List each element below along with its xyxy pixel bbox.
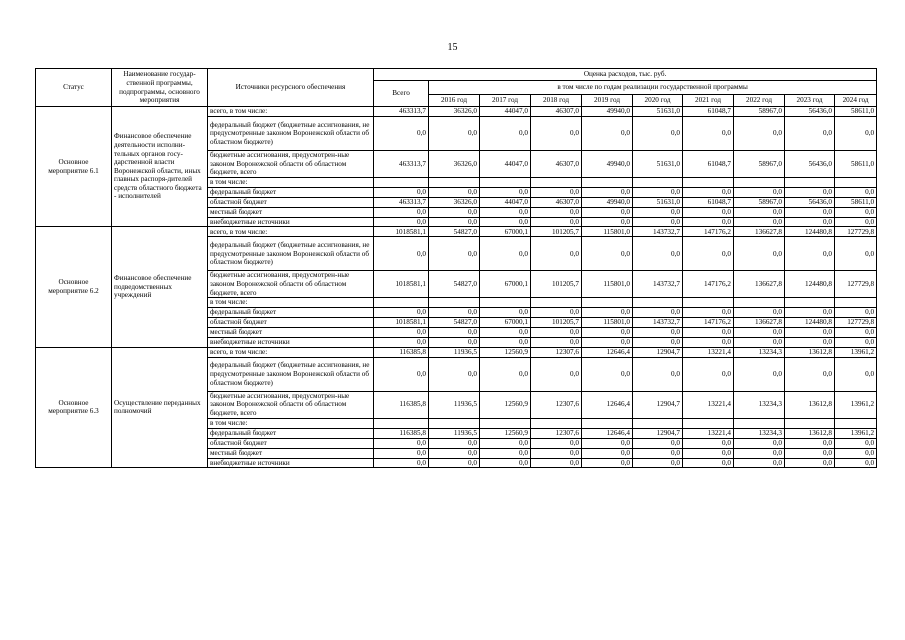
value-total: 116385,8 [374,428,429,438]
value-year: 115801,0 [582,271,633,298]
value-year: 58611,0 [835,151,877,178]
activity-status: Основное мероприятие 6.2 [36,227,112,347]
header-name: Наименование государ-ственной программы, подпрограммы, основного мероприятия [112,69,208,107]
value-year: 13221,4 [683,428,734,438]
table-row [36,107,877,117]
value-year: 0,0 [734,117,785,151]
value-total [374,177,429,187]
value-year: 12560,9 [480,428,531,438]
value-total: 0,0 [374,217,429,227]
value-year: 0,0 [683,207,734,217]
value-total: 0,0 [374,357,429,391]
header-by-years: в том числе по годам реализации государственной программы [429,81,877,95]
source-label: внебюджетные источники [208,338,374,348]
value-year: 56436,0 [785,107,835,117]
value-year [683,177,734,187]
value-year: 12646,4 [582,428,633,438]
source-label: местный бюджет [208,207,374,217]
value-year: 12560,9 [480,391,531,418]
source-label: областной бюджет [208,197,374,207]
value-total: 0,0 [374,237,429,271]
value-year: 0,0 [633,237,683,271]
value-year: 0,0 [531,438,582,448]
value-year: 0,0 [835,217,877,227]
header-year: 2022 год [734,95,785,107]
value-year: 0,0 [429,328,480,338]
value-year: 0,0 [835,187,877,197]
value-year: 0,0 [480,207,531,217]
value-year [531,298,582,308]
value-year: 44047,0 [480,151,531,178]
value-year: 0,0 [633,357,683,391]
value-year: 0,0 [531,237,582,271]
header-year: 2017 год [480,95,531,107]
value-year: 127729,8 [835,227,877,237]
value-year: 12560,9 [480,347,531,357]
value-year: 0,0 [785,458,835,468]
value-year: 11936,5 [429,428,480,438]
value-year: 36326,0 [429,197,480,207]
table-row [36,347,877,357]
value-year: 12904,7 [633,428,683,438]
value-year [480,418,531,428]
value-year: 13234,3 [734,347,785,357]
value-year: 0,0 [734,207,785,217]
value-year: 115801,0 [582,318,633,328]
value-year: 0,0 [480,338,531,348]
value-year: 0,0 [785,308,835,318]
value-year: 11936,5 [429,391,480,418]
value-year: 13234,3 [734,428,785,438]
value-year [633,418,683,428]
value-year: 0,0 [734,357,785,391]
value-year: 0,0 [633,117,683,151]
value-year: 0,0 [633,438,683,448]
value-year: 0,0 [683,187,734,197]
value-year: 0,0 [835,328,877,338]
value-year: 0,0 [785,217,835,227]
header-estimate: Оценка расходов, тыс. руб. [374,69,877,81]
value-year: 12307,6 [531,391,582,418]
value-year: 0,0 [531,458,582,468]
value-year: 101205,7 [531,318,582,328]
source-label: внебюджетные источники [208,458,374,468]
value-year: 0,0 [480,357,531,391]
header-year: 2016 год [429,95,480,107]
value-year: 0,0 [734,438,785,448]
value-year: 51631,0 [633,197,683,207]
value-year [683,298,734,308]
activity-status: Основное мероприятие 6.3 [36,347,112,467]
value-year: 56436,0 [785,151,835,178]
header-year: 2018 год [531,95,582,107]
value-year: 0,0 [785,438,835,448]
value-year: 0,0 [582,187,633,197]
value-year: 0,0 [734,237,785,271]
value-year: 0,0 [429,338,480,348]
value-year: 0,0 [734,328,785,338]
source-label: всего, в том числе: [208,107,374,117]
value-year: 0,0 [835,338,877,348]
value-year: 0,0 [480,328,531,338]
value-total: 1018581,1 [374,271,429,298]
value-total [374,418,429,428]
value-year: 54827,0 [429,271,480,298]
value-year: 0,0 [785,237,835,271]
value-year: 0,0 [429,357,480,391]
source-label: федеральный бюджет (бюджетные ассигнования, не предусмотренные законом Воронежской области об областном бюджете) [208,357,374,391]
source-label: федеральный бюджет (бюджетные ассигнования, не предусмотренные законом Воронежской области об областном бюджете) [208,117,374,151]
activity-name: Финансовое обеспечение подведомственных учреждений [112,227,208,347]
value-year: 46307,0 [531,197,582,207]
value-year: 61048,7 [683,151,734,178]
value-year: 0,0 [429,448,480,458]
source-label: всего, в том числе: [208,347,374,357]
value-total: 0,0 [374,438,429,448]
value-year: 0,0 [582,438,633,448]
value-year: 51631,0 [633,107,683,117]
value-year: 0,0 [582,357,633,391]
value-year: 143732,7 [633,227,683,237]
value-year: 0,0 [785,338,835,348]
value-year: 0,0 [582,458,633,468]
source-label: местный бюджет [208,448,374,458]
value-year: 11936,5 [429,347,480,357]
value-year: 0,0 [480,458,531,468]
value-year: 0,0 [785,328,835,338]
value-year: 115801,0 [582,227,633,237]
value-year: 0,0 [734,187,785,197]
value-year [835,177,877,187]
value-total: 116385,8 [374,391,429,418]
table-row [36,227,877,237]
source-label: бюджетные ассигнования, предусмотрен-ные законом Воронежской области об областном бюджете, всего [208,391,374,418]
value-year [785,177,835,187]
value-year: 0,0 [633,217,683,227]
header-total: Всего [374,81,429,107]
value-year: 136627,8 [734,271,785,298]
value-year: 13961,2 [835,391,877,418]
source-label: федеральный бюджет [208,428,374,438]
source-label: в том числе: [208,418,374,428]
value-year: 61048,7 [683,197,734,207]
value-total: 116385,8 [374,347,429,357]
value-year: 147176,2 [683,271,734,298]
value-year: 0,0 [480,187,531,197]
value-year [429,298,480,308]
value-year: 0,0 [835,458,877,468]
source-label: бюджетные ассигнования, предусмотрен-ные законом Воронежской области об областном бюджете, всего [208,151,374,178]
value-year: 0,0 [480,438,531,448]
value-year [734,418,785,428]
value-year: 12307,6 [531,347,582,357]
value-year: 0,0 [531,207,582,217]
value-year: 0,0 [582,328,633,338]
value-total [374,298,429,308]
value-year: 0,0 [633,458,683,468]
value-year: 12307,6 [531,428,582,438]
value-year [835,418,877,428]
value-year: 0,0 [531,448,582,458]
value-year [429,177,480,187]
value-year: 147176,2 [683,318,734,328]
header-sources: Источники ресурсного обеспечения [208,69,374,107]
value-total: 463313,7 [374,151,429,178]
value-total: 0,0 [374,448,429,458]
value-year: 136627,8 [734,318,785,328]
value-year: 12646,4 [582,347,633,357]
value-year: 0,0 [835,237,877,271]
value-year: 0,0 [683,458,734,468]
value-year: 0,0 [531,357,582,391]
value-year: 0,0 [633,328,683,338]
value-total: 463313,7 [374,107,429,117]
value-year [734,177,785,187]
source-label: внебюджетные источники [208,217,374,227]
source-label: бюджетные ассигнования, предусмотрен-ные законом Воронежской области об областном бюджете, всего [208,271,374,298]
value-year: 124480,8 [785,227,835,237]
header-year: 2023 год [785,95,835,107]
value-year: 0,0 [734,308,785,318]
value-year: 58611,0 [835,107,877,117]
value-year: 0,0 [734,338,785,348]
value-year: 0,0 [785,357,835,391]
value-year: 13961,2 [835,428,877,438]
value-year: 101205,7 [531,227,582,237]
value-year: 0,0 [683,217,734,227]
value-year: 54827,0 [429,227,480,237]
value-year [480,177,531,187]
value-total: 0,0 [374,187,429,197]
value-year: 0,0 [531,328,582,338]
value-year: 0,0 [582,217,633,227]
value-year: 58967,0 [734,107,785,117]
value-total: 0,0 [374,117,429,151]
value-total: 0,0 [374,338,429,348]
value-year: 0,0 [835,448,877,458]
value-year [582,177,633,187]
value-year: 0,0 [683,237,734,271]
source-label: всего, в том числе: [208,227,374,237]
value-year: 0,0 [683,117,734,151]
value-year: 0,0 [531,217,582,227]
value-total: 1018581,1 [374,318,429,328]
value-year: 0,0 [531,187,582,197]
value-year: 0,0 [429,217,480,227]
value-total: 0,0 [374,328,429,338]
value-year [683,418,734,428]
value-total: 0,0 [374,458,429,468]
value-year: 0,0 [835,357,877,391]
source-label: областной бюджет [208,438,374,448]
value-year: 67000,1 [480,227,531,237]
value-year: 13612,8 [785,428,835,438]
header-year: 2020 год [633,95,683,107]
value-total: 1018581,1 [374,227,429,237]
value-year [734,298,785,308]
value-year: 0,0 [582,117,633,151]
value-year: 13221,4 [683,391,734,418]
value-year: 61048,7 [683,107,734,117]
value-year: 67000,1 [480,318,531,328]
header-year: 2021 год [683,95,734,107]
value-year: 58967,0 [734,197,785,207]
value-year [429,418,480,428]
value-year: 54827,0 [429,318,480,328]
activity-name: Осуществление переданных полномочий [112,347,208,467]
value-year: 136627,8 [734,227,785,237]
value-year: 143732,7 [633,271,683,298]
value-year: 0,0 [683,357,734,391]
value-year: 36326,0 [429,107,480,117]
value-year: 0,0 [835,438,877,448]
value-year: 12904,7 [633,347,683,357]
value-year [633,298,683,308]
header-year: 2024 год [835,95,877,107]
value-year: 0,0 [429,438,480,448]
value-year: 0,0 [480,448,531,458]
value-year: 0,0 [835,117,877,151]
value-year: 49940,0 [582,107,633,117]
value-year: 0,0 [582,237,633,271]
value-year [531,177,582,187]
value-year: 13234,3 [734,391,785,418]
value-year: 0,0 [582,308,633,318]
value-year: 0,0 [582,338,633,348]
value-year: 13612,8 [785,391,835,418]
value-year: 13961,2 [835,347,877,357]
value-year: 0,0 [734,448,785,458]
value-year: 12646,4 [582,391,633,418]
source-label: федеральный бюджет [208,308,374,318]
value-year: 0,0 [683,448,734,458]
source-label: областной бюджет [208,318,374,328]
value-year: 0,0 [633,187,683,197]
value-year: 0,0 [683,328,734,338]
value-year: 46307,0 [531,107,582,117]
value-year: 0,0 [429,117,480,151]
value-year: 0,0 [785,207,835,217]
value-year: 0,0 [429,187,480,197]
value-year: 0,0 [480,117,531,151]
value-year: 0,0 [633,308,683,318]
activity-name: Финансовое обеспечение деятельности исполни-тельных органов госу-дарственной власти Воронежской области, иных главных распоря-дителей средств областного бюджета - исполнителей [112,107,208,227]
value-year: 13221,4 [683,347,734,357]
value-year: 0,0 [429,308,480,318]
value-year: 0,0 [835,308,877,318]
value-year: 127729,8 [835,271,877,298]
source-label: в том числе: [208,177,374,187]
value-year [582,298,633,308]
value-year [531,418,582,428]
value-year: 0,0 [582,448,633,458]
value-total: 0,0 [374,308,429,318]
value-year: 101205,7 [531,271,582,298]
value-year: 0,0 [633,448,683,458]
value-year: 0,0 [734,458,785,468]
value-total: 463313,7 [374,197,429,207]
value-year: 0,0 [480,237,531,271]
source-label: федеральный бюджет [208,187,374,197]
value-year: 0,0 [835,207,877,217]
value-year: 124480,8 [785,318,835,328]
value-year: 0,0 [633,207,683,217]
value-year: 67000,1 [480,271,531,298]
activity-status: Основное мероприятие 6.1 [36,107,112,227]
header-status: Статус [36,69,112,107]
value-year: 0,0 [683,308,734,318]
value-year: 0,0 [683,338,734,348]
value-year [785,418,835,428]
value-year: 0,0 [429,207,480,217]
value-year [480,298,531,308]
header-year: 2019 год [582,95,633,107]
source-label: в том числе: [208,298,374,308]
value-year: 0,0 [531,338,582,348]
value-year [633,177,683,187]
value-year [835,298,877,308]
value-year: 0,0 [429,237,480,271]
page-number: 15 [447,42,458,53]
source-label: федеральный бюджет (бюджетные ассигнования, не предусмотренные законом Воронежской области об областном бюджете) [208,237,374,271]
value-year: 0,0 [785,448,835,458]
value-year: 0,0 [734,217,785,227]
value-year: 143732,7 [633,318,683,328]
value-year: 0,0 [531,117,582,151]
value-year: 51631,0 [633,151,683,178]
value-year: 0,0 [429,458,480,468]
value-year: 0,0 [531,308,582,318]
value-year [785,298,835,308]
value-year: 0,0 [582,207,633,217]
value-year: 36326,0 [429,151,480,178]
value-year: 0,0 [683,438,734,448]
value-year: 0,0 [785,117,835,151]
value-year: 44047,0 [480,107,531,117]
value-year: 0,0 [785,187,835,197]
value-year: 127729,8 [835,318,877,328]
value-year [582,418,633,428]
value-total: 0,0 [374,207,429,217]
value-year: 46307,0 [531,151,582,178]
value-year: 56436,0 [785,197,835,207]
value-year: 58967,0 [734,151,785,178]
value-year: 58611,0 [835,197,877,207]
value-year: 0,0 [633,338,683,348]
source-label: местный бюджет [208,328,374,338]
value-year: 124480,8 [785,271,835,298]
value-year: 12904,7 [633,391,683,418]
value-year: 0,0 [480,308,531,318]
expense-table [35,68,877,468]
value-year: 0,0 [480,217,531,227]
value-year: 49940,0 [582,151,633,178]
value-year: 44047,0 [480,197,531,207]
value-year: 49940,0 [582,197,633,207]
value-year: 13612,8 [785,347,835,357]
value-year: 147176,2 [683,227,734,237]
